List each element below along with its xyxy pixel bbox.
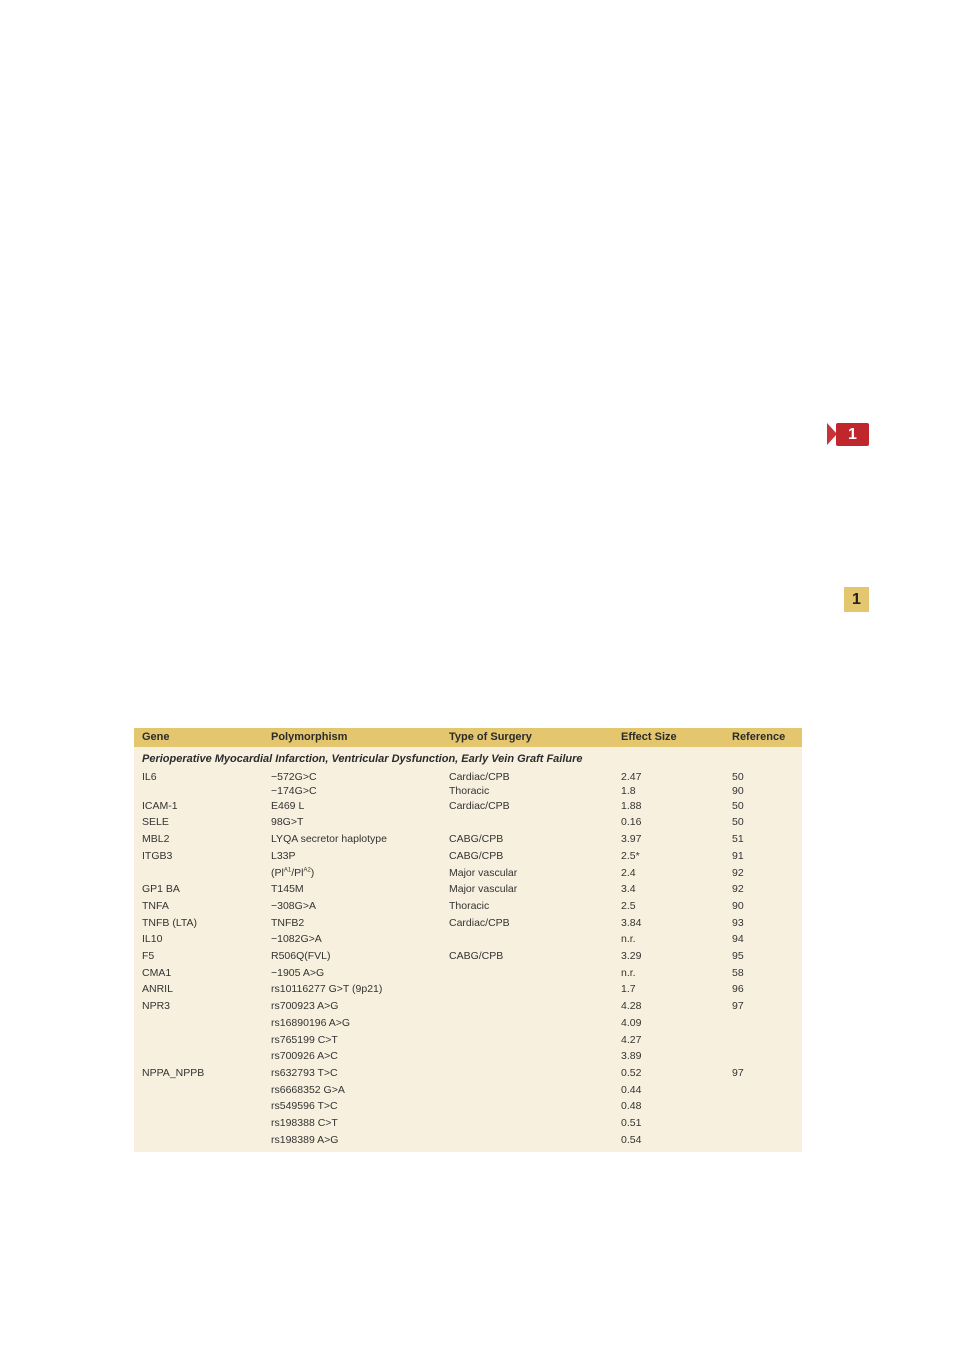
cell-type-of-surgery [441, 1132, 613, 1149]
cell-type-of-surgery [441, 814, 613, 831]
cell-polymorphism: R506Q(FVL) [271, 950, 331, 963]
table-row [134, 1048, 802, 1065]
cell-effect-size: 0.51 [621, 1117, 642, 1130]
table-section-row [134, 747, 802, 770]
table-row [134, 1032, 802, 1049]
cell-effect-size: 2.5* [621, 849, 640, 862]
cell-type-of-surgery [441, 1065, 613, 1082]
cell-reference: 51 [732, 833, 744, 846]
cell-reference: 91 [732, 849, 744, 862]
cell-reference: 90 [732, 784, 744, 797]
table-row [134, 881, 802, 898]
cell-effect-size: 0.52 [621, 1066, 642, 1079]
table-row [134, 998, 802, 1015]
annotation-marker-red-label: 1 [836, 423, 869, 446]
cell-reference: 93 [732, 916, 744, 929]
cell-effect-size: 3.4 [621, 883, 636, 896]
cell-gene [134, 1115, 263, 1132]
cell-type-of-surgery [441, 1032, 613, 1049]
cell-polymorphism: rs198388 C>T [271, 1117, 338, 1130]
cell-polymorphism: rs6668352 G>A [271, 1083, 345, 1096]
cell-type-of-surgery: Major vascular [449, 866, 518, 879]
cell-reference: 50 [732, 799, 744, 812]
polymorphism-part: A1 [283, 867, 292, 873]
cell-polymorphism: rs10116277 G>T (9p21) [271, 983, 383, 996]
cell-effect-size: 4.27 [621, 1033, 642, 1046]
cell-effect-size: 0.48 [621, 1100, 642, 1113]
cell-gene: TNFB (LTA) [142, 916, 198, 929]
cell-reference [724, 1082, 802, 1099]
cell-gene [134, 784, 263, 798]
cell-gene [134, 1082, 263, 1099]
cell-reference [724, 1098, 802, 1115]
cell-type-of-surgery [441, 1015, 613, 1032]
cell-effect-size: n.r. [621, 966, 636, 979]
cell-type-of-surgery: Cardiac/CPB [449, 770, 510, 783]
table-row [134, 1098, 802, 1115]
cell-gene: ITGB3 [142, 849, 173, 862]
cell-type-of-surgery: Thoracic [449, 784, 490, 797]
cell-type-of-surgery: CABG/CPB [449, 849, 504, 862]
cell-polymorphism: rs765199 C>T [271, 1033, 338, 1046]
cell-effect-size: 1.8 [621, 784, 636, 797]
polymorphism-part: (Pl [271, 866, 284, 879]
cell-effect-size: 3.29 [621, 950, 642, 963]
cell-polymorphism: −1905 A>G [271, 966, 325, 979]
header-effect-size: Effect Size [621, 731, 677, 743]
cell-polymorphism: −572G>C [271, 770, 317, 783]
cell-reference: 92 [732, 866, 744, 879]
cell-gene [134, 1032, 263, 1049]
table-row [134, 784, 802, 798]
cell-polymorphism: −174G>C [271, 784, 317, 797]
table-row [134, 1132, 802, 1149]
polymorphism-part: /Pl [291, 866, 304, 879]
table-row [134, 848, 802, 865]
table-row [134, 1015, 802, 1032]
table-row [134, 770, 802, 784]
cell-polymorphism: T145M [271, 883, 304, 896]
cell-type-of-surgery [441, 998, 613, 1015]
cell-type-of-surgery: Major vascular [449, 883, 518, 896]
cell-type-of-surgery [441, 1082, 613, 1099]
table-row [134, 865, 802, 882]
cell-reference: 92 [732, 883, 744, 896]
cell-polymorphism: TNFB2 [271, 916, 305, 929]
cell-reference: 95 [732, 950, 744, 963]
table-row [134, 948, 802, 965]
cell-reference [724, 1015, 802, 1032]
table-row [134, 931, 802, 948]
cell-reference [724, 1132, 802, 1149]
cell-type-of-surgery [441, 1098, 613, 1115]
header-polymorphism: Polymorphism [271, 731, 348, 743]
cell-gene [134, 1015, 263, 1032]
cell-polymorphism [263, 865, 441, 882]
cell-polymorphism: LYQA secretor haplotype [271, 833, 387, 846]
annotation-marker-red[interactable] [827, 423, 869, 446]
table-row [134, 1065, 802, 1082]
cell-reference: 50 [732, 770, 744, 783]
cell-gene: IL6 [142, 770, 157, 783]
cell-effect-size: 1.88 [621, 799, 642, 812]
cell-type-of-surgery [441, 1115, 613, 1132]
cell-type-of-surgery: CABG/CPB [449, 833, 504, 846]
cell-reference: 58 [732, 966, 744, 979]
cell-effect-size: 2.5 [621, 899, 636, 912]
cell-polymorphism: E469 L [271, 799, 305, 812]
cell-type-of-surgery: CABG/CPB [449, 950, 504, 963]
cell-effect-size: 0.44 [621, 1083, 642, 1096]
cell-reference: 50 [732, 816, 744, 829]
cell-polymorphism: rs700923 A>G [271, 1000, 339, 1013]
polymorphism-part: A2 [303, 867, 311, 873]
table-header-row [134, 728, 802, 747]
cell-type-of-surgery [441, 1048, 613, 1065]
cell-gene [134, 1048, 263, 1065]
table-row [134, 915, 802, 932]
cell-gene: GP1 BA [142, 883, 180, 896]
cell-gene: TNFA [142, 899, 169, 912]
table-row [134, 1115, 802, 1132]
cell-gene [134, 865, 263, 882]
cell-polymorphism: rs16890196 A>G [271, 1016, 351, 1029]
cell-reference: 94 [732, 933, 744, 946]
cell-effect-size: 2.4 [621, 866, 636, 879]
header-type-of-surgery: Type of Surgery [449, 731, 532, 743]
cell-gene: MBL2 [142, 833, 170, 846]
cell-type-of-surgery [441, 981, 613, 998]
cell-type-of-surgery: Thoracic [449, 899, 490, 912]
cell-polymorphism: rs700926 A>C [271, 1050, 338, 1063]
annotation-marker-gold[interactable]: 1 [844, 587, 869, 612]
table-row [134, 981, 802, 998]
cell-type-of-surgery: Cardiac/CPB [449, 799, 510, 812]
cell-gene: ICAM-1 [142, 799, 178, 812]
cell-polymorphism: 98G>T [271, 816, 304, 829]
table-row [134, 814, 802, 831]
cell-effect-size: 2.47 [621, 770, 642, 783]
cell-polymorphism: rs549596 T>C [271, 1100, 338, 1113]
cell-gene: IL10 [142, 933, 163, 946]
cell-reference: 90 [732, 899, 744, 912]
polymorphism-part: ) [310, 866, 315, 879]
cell-polymorphism: L33P [271, 849, 296, 862]
cell-gene [134, 1098, 263, 1115]
header-gene: Gene [142, 731, 170, 743]
cell-reference [724, 1115, 802, 1132]
cell-gene: SELE [142, 816, 169, 829]
table-row [134, 798, 802, 815]
cell-type-of-surgery [441, 965, 613, 982]
cell-effect-size: 3.84 [621, 916, 642, 929]
polymorphism-table [134, 728, 802, 1152]
table-row [134, 831, 802, 848]
cell-polymorphism: rs198389 A>G [271, 1133, 339, 1146]
cell-effect-size: 3.97 [621, 833, 642, 846]
cell-effect-size: 0.54 [621, 1133, 642, 1146]
cell-type-of-surgery [441, 931, 613, 948]
cell-gene: NPPA_NPPB [142, 1066, 205, 1079]
cell-gene: F5 [142, 950, 155, 963]
cell-reference: 97 [732, 1000, 744, 1013]
cell-gene: CMA1 [142, 966, 172, 979]
cell-effect-size: 0.16 [621, 816, 642, 829]
cell-effect-size: 4.28 [621, 1000, 642, 1013]
cell-reference [724, 1032, 802, 1049]
header-reference: Reference [732, 731, 786, 743]
section-title: Perioperative Myocardial Infarction, Ventricular Dysfunction, Early Vein Graft Failure [142, 752, 583, 765]
cell-polymorphism: rs632793 T>C [271, 1066, 338, 1079]
table-row [134, 1082, 802, 1099]
cell-gene [134, 1132, 263, 1149]
table-row [134, 898, 802, 915]
cell-gene: ANRIL [142, 983, 173, 996]
cell-reference [724, 1048, 802, 1065]
cell-gene: NPR3 [142, 1000, 171, 1013]
cell-type-of-surgery: Cardiac/CPB [449, 916, 510, 929]
cell-reference: 97 [732, 1066, 744, 1079]
cell-effect-size: n.r. [621, 933, 636, 946]
cell-effect-size: 4.09 [621, 1016, 642, 1029]
cell-effect-size: 1.7 [621, 983, 636, 996]
cell-polymorphism: −1082G>A [271, 933, 322, 946]
cell-effect-size: 3.89 [621, 1050, 642, 1063]
cell-reference: 96 [732, 983, 744, 996]
cell-polymorphism: −308G>A [271, 899, 316, 912]
table-row [134, 965, 802, 982]
